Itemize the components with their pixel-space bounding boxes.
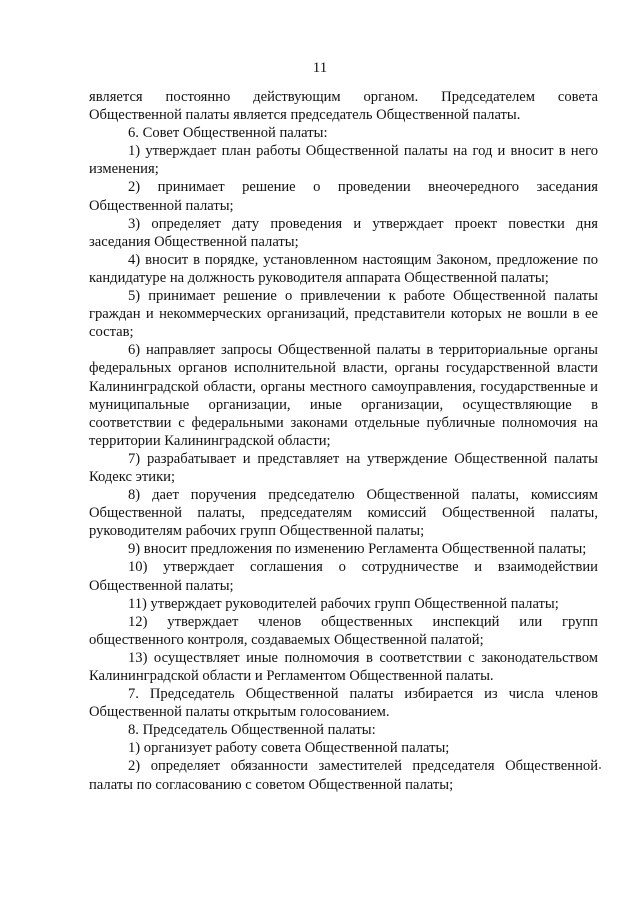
- page-number: 11: [312, 60, 328, 76]
- paragraph: 2) принимает решение о проведении внеочередного заседания Общественной палаты;: [89, 179, 598, 214]
- paragraph: 10) утверждает соглашения о сотрудничестве и взаимодействии Общественной палаты;: [89, 559, 598, 594]
- paragraph: 7) разрабатывает и представляет на утверждение Общественной палаты Кодекс этики;: [89, 450, 598, 485]
- paragraph: 5) принимает решение о привлечении к работе Общественной палаты граждан и некоммерческих организаций, представители которых не вошли в ее состав;: [89, 288, 598, 341]
- paragraph: 13) осуществляет иные полномочия в соответствии с законодательством Калининградской области и Регламентом Общественной палаты.: [89, 649, 598, 684]
- paragraph: 6) направляет запросы Общественной палаты в территориальные органы федеральных органов исполнительной власти, органы государственной власти Калининградской области, органы местного самоуправления, государственные и муниципальные организации, иные организации, осуществляющие в соответствии с федеральными законами отдельные публичные полномочия на территории Калининградской области;: [89, 342, 598, 449]
- paragraph: 6. Совет Общественной палаты:: [128, 125, 328, 142]
- document-body: [89, 88, 598, 794]
- paragraph: 7. Председатель Общественной палаты избирается из числа членов Общественной палаты открытым голосованием.: [89, 686, 598, 721]
- paragraph: 8) дает поручения председателю Общественной палаты, комиссиям Общественной палаты, председателям комиссий Общественной палаты, руководителям рабочих групп Общественной палаты;: [89, 487, 598, 540]
- paragraph: 1) утверждает план работы Общественной палаты на год и вносит в него изменения;: [89, 143, 598, 178]
- paragraph: 9) вносит предложения по изменению Регламента Общественной палаты;: [128, 541, 587, 558]
- paragraph: 12) утверждает членов общественных инспекций или групп общественного контроля, создаваемых Общественной палатой;: [89, 613, 598, 648]
- paragraph: является постоянно действующим органом. Председателем совета Общественной палаты является председатель Общественной палаты.: [89, 89, 598, 124]
- paragraph: 4) вносит в порядке, установленном настоящим Законом, предложение по кандидатуре на должность руководителя аппарата Общественной палаты;: [89, 251, 598, 286]
- paragraph: 3) определяет дату проведения и утверждает проект повестки дня заседания Общественной палаты;: [89, 215, 598, 250]
- paragraph: 11) утверждает руководителей рабочих групп Общественной палаты;: [128, 595, 559, 612]
- paragraph: 8. Председатель Общественной палаты:: [128, 722, 376, 739]
- paragraph: 1) организует работу совета Общественной палаты;: [128, 740, 450, 757]
- scan-speck: [599, 767, 601, 769]
- paragraph: 2) определяет обязанности заместителей председателя Общественной палаты по согласованию с советом Общественной палаты;: [89, 758, 598, 793]
